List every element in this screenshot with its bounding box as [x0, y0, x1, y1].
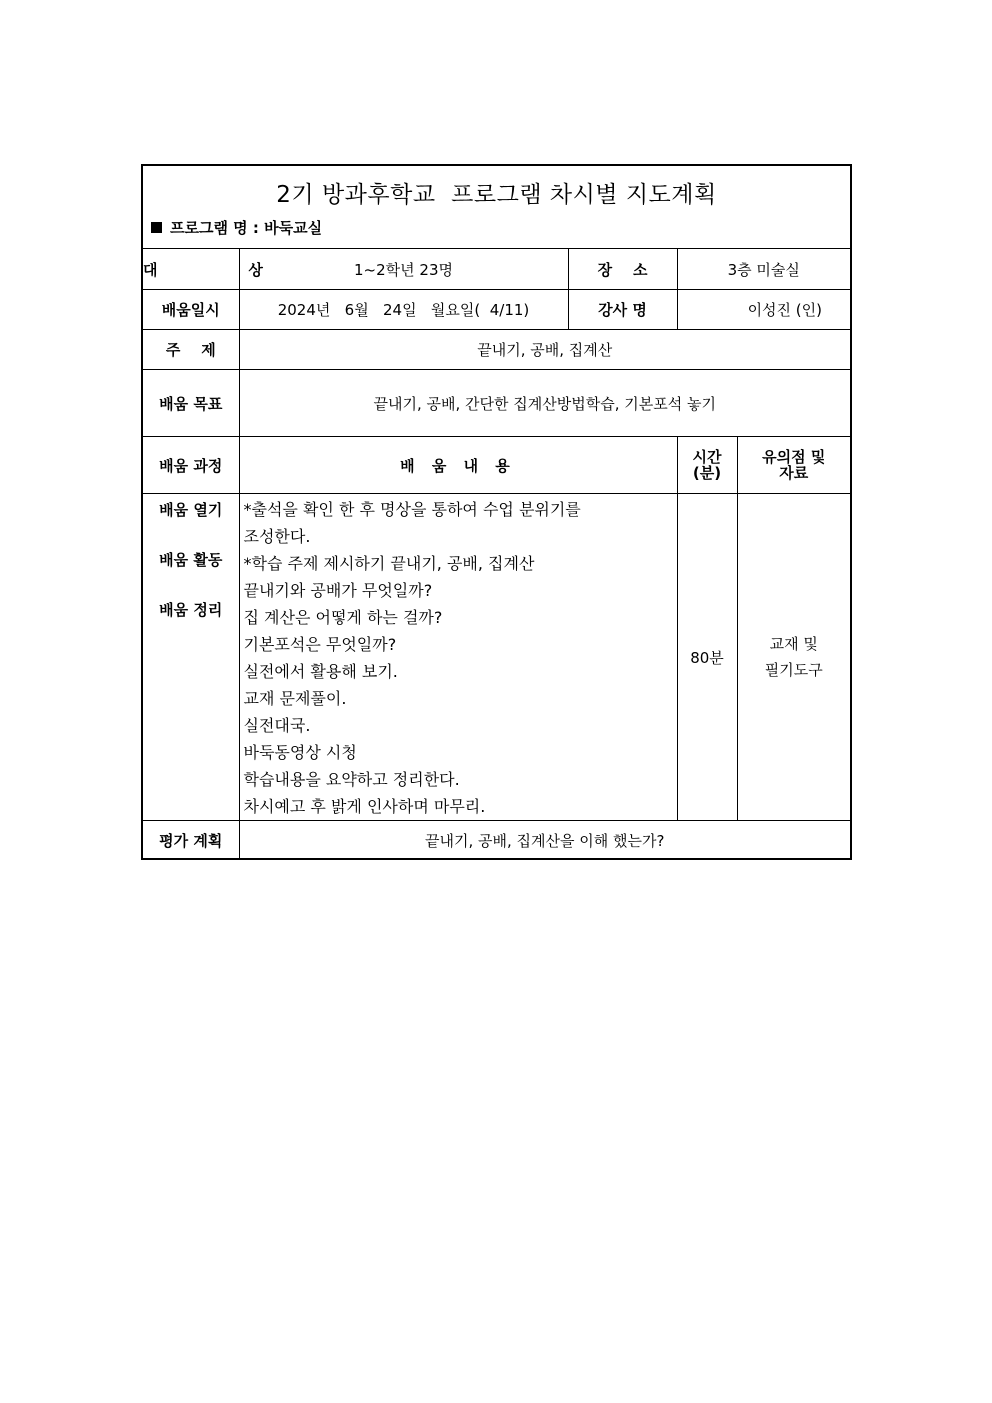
content-line: 집 계산은 어떻게 하는 걸까?	[243, 608, 443, 627]
target-value: 1~2학년 23명	[239, 249, 568, 290]
program-name-text: 프로그램 명 : 바둑교실	[170, 219, 323, 237]
stage-closing: 배움 정리	[159, 601, 223, 619]
plan-table	[143, 248, 850, 860]
content-line: 실전에서 활용해 보기.	[243, 662, 398, 681]
row-evaluation	[143, 821, 850, 860]
process-time: 80분	[677, 494, 737, 821]
title-block	[143, 166, 850, 249]
content-line: 끝내기와 공배가 무엇일까?	[243, 581, 433, 600]
process-stage-header: 배움 과정	[143, 437, 239, 494]
content-line: 조성한다.	[243, 527, 311, 546]
document-title: 2기 방과후학교 프로그램 차시별 지도계획	[276, 182, 717, 208]
process-content	[239, 494, 677, 821]
date-value: 2024년 6월 24일 월요일( 4/11)	[239, 290, 568, 330]
process-content-header: 배 움 내 용	[239, 437, 677, 494]
stage-activity: 배움 활동	[159, 551, 223, 569]
instructor-value: 이성진 (인)	[677, 290, 850, 330]
row-target	[143, 249, 850, 290]
content-line: *출석을 확인 한 후 명상을 통하여 수업 분위기를	[243, 500, 581, 519]
stage-opening: 배움 열기	[159, 501, 223, 519]
row-date	[143, 290, 850, 330]
row-goal	[143, 370, 850, 437]
content-line: 차시예고 후 밝게 인사하며 마무리.	[243, 797, 486, 816]
target-label: 대 상	[143, 249, 239, 290]
goal-value: 끝내기, 공배, 간단한 집계산방법학습, 기본포석 놓기	[239, 370, 850, 437]
notes-line: 필기도구	[764, 661, 823, 679]
instructor-label: 강사 명	[568, 290, 677, 330]
place-label: 장 소	[568, 249, 677, 290]
evaluation-label: 평가 계획	[143, 821, 239, 860]
content-line: 기본포석은 무엇일까?	[243, 635, 397, 654]
topic-label: 주 제	[143, 330, 239, 370]
row-topic	[143, 330, 850, 370]
lesson-plan-sheet	[141, 164, 852, 860]
date-label: 배움일시	[143, 290, 239, 330]
content-line: 교재 문제풀이.	[243, 689, 347, 708]
topic-value: 끝내기, 공배, 집계산	[239, 330, 850, 370]
program-name	[151, 217, 322, 238]
content-line: 학습내용을 요약하고 정리한다.	[243, 770, 460, 789]
process-stages	[143, 494, 239, 821]
place-value: 3층 미술실	[677, 249, 850, 290]
notes-line: 교재 및	[769, 635, 818, 653]
process-notes	[737, 494, 850, 821]
content-line: 실전대국.	[243, 716, 311, 735]
goal-label: 배움 목표	[143, 370, 239, 437]
process-time-header: 시간 (분)	[677, 437, 737, 494]
process-notes-header: 유의점 및 자료	[737, 437, 850, 494]
content-line: 바둑동영상 시청	[243, 743, 357, 762]
evaluation-value: 끝내기, 공배, 집계산을 이해 했는가?	[239, 821, 850, 860]
square-bullet-icon	[151, 222, 162, 233]
row-process-body	[143, 494, 850, 821]
content-line: *학습 주제 제시하기 끝내기, 공배, 집계산	[243, 554, 535, 573]
row-process-header	[143, 437, 850, 494]
